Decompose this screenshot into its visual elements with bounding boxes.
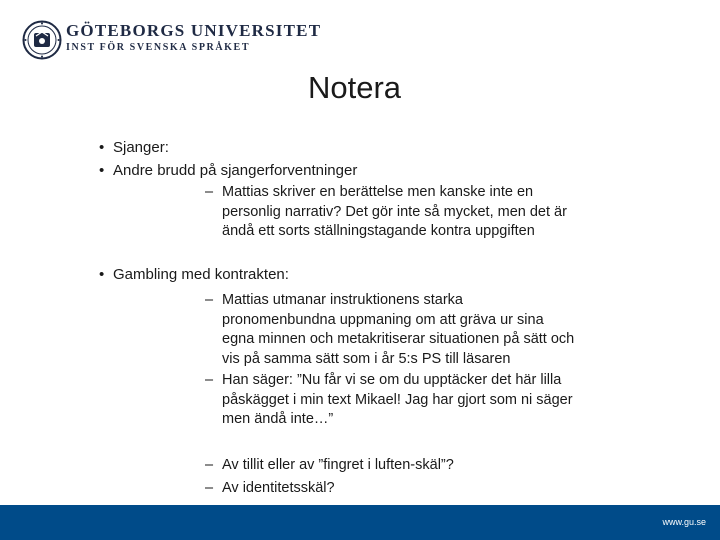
sub-bullet-line: Mattias skriver en berättelse men kanske inte en (222, 184, 534, 200)
sub-bullet-line: ändå ett sorts ställningstagande kontra uppgiften (222, 223, 535, 239)
footer-url-link[interactable]: www.gu.se (662, 517, 706, 527)
sub-bullet-line: pronomenbundna uppmaning om att gräva ur sina (222, 311, 544, 328)
bullet-item (99, 162, 358, 180)
dash-marker: – (205, 480, 214, 496)
dash-marker: – (205, 372, 214, 388)
bullet-text: Andre brudd på sjangerforventninger (113, 162, 358, 179)
sub-bullet-line: påskägget i min text Mikael! Jag har gjort som ni säger (222, 391, 573, 408)
sub-bullet-line: egna minnen och metakritiserar situationen på sätt och (222, 331, 575, 347)
sub-bullet-line: Han säger: ”Nu får vi se om du upptäcker det här lilla (222, 372, 562, 388)
university-name: GÖTEBORGS UNIVERSITET (66, 21, 322, 40)
bullet-text: Gambling med kontrakten: (113, 266, 289, 283)
slide-title: Notera (308, 70, 402, 105)
sub-bullet-item (205, 291, 622, 369)
footer-bar (0, 505, 720, 540)
sub-bullet-line: personlig narrativ? Det gör inte så mycket, men det är (222, 203, 567, 220)
dash-marker: – (205, 184, 214, 200)
sub-bullet-item (205, 183, 622, 242)
sub-bullet-line: Mattias utmanar instruktionens starka (222, 292, 463, 308)
bullet-item (99, 266, 289, 284)
sub-bullet-line: vis på samma sätt som i år 5:s PS till läsaren (222, 350, 511, 367)
sub-bullet-item (205, 479, 622, 499)
institute-name: INST FÖR SVENSKA SPRÅKET (66, 42, 251, 53)
bullet-marker: • (99, 266, 105, 283)
sub-bullet-line: Av tillit eller av ”fingret i luften-skäl”? (222, 457, 454, 473)
sub-bullet-line: Av identitetsskäl? (222, 480, 335, 496)
sub-bullet-item (205, 456, 622, 476)
dash-marker: – (205, 457, 214, 473)
sub-bullet-item (205, 371, 622, 430)
dash-marker: – (205, 292, 214, 308)
bullet-marker: • (99, 139, 105, 156)
bullet-marker: • (99, 162, 105, 179)
bullet-text: Sjanger: (113, 139, 169, 156)
sub-bullet-line: men ändå inte…” (222, 411, 334, 427)
bullet-item (99, 139, 169, 157)
